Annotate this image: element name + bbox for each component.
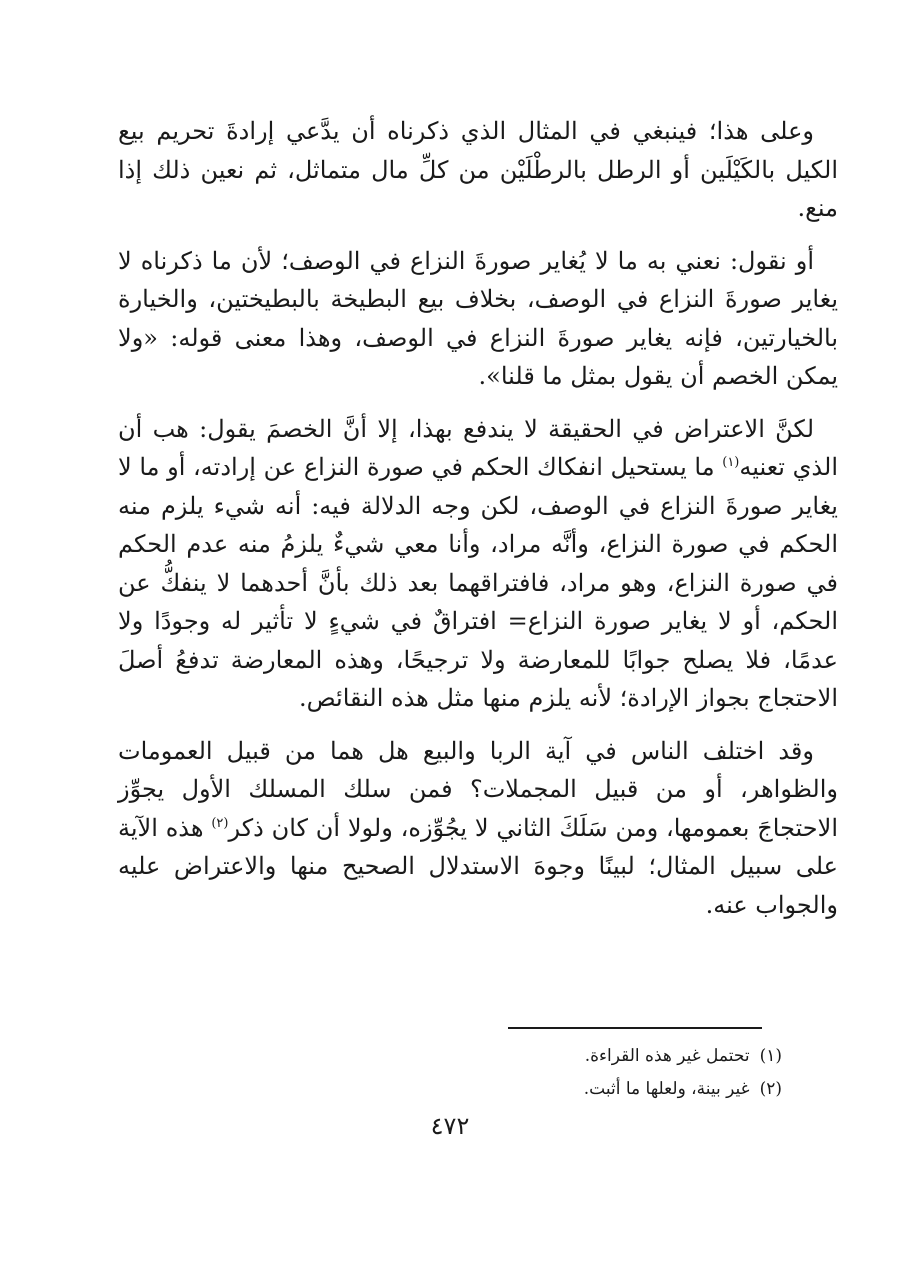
page-number: ٤٧٢ [430,1112,470,1140]
paragraph-4-start: وقد اختلف الناس في آية الربا والبيع هل هما من قبيل العمومات والظواهر، أو من قبيل المجملات؟ فمن سلك المسلك الأول يجوِّز الاحتجاجَ بعمومها، ومن سَلَكَ الثاني لا يجُوِّزه، ولولا أن كان ذكر [118,736,838,842]
paragraph-3 [118,410,838,718]
footnote-ref-2: (٢) [211,815,229,831]
paragraph-1: وعلى هذا؛ فينبغي في المثال الذي ذكرناه أن يدَّعي إرادةَ تحريم بيع الكيل بالكَيْلَين أو الرطل بالرطْلَيْن من كلِّ مال متماثل، ثم نعين ذلك إذا منع. [118,117,838,222]
paragraph-4-end: هذه الآية على سبيل المثال؛ لبينًا وجوهَ الاستدلال الصحيح منها والاعتراض عليه والجواب عنه. [118,813,838,919]
footnote-1 [420,1040,782,1073]
footnote-text: غير بينة، ولعلها ما أثبت. [583,1079,750,1099]
footnote-divider [508,1027,762,1029]
footnote-number: (٢) [759,1079,782,1099]
footnote-number: (١) [759,1046,782,1066]
footnotes [420,1040,782,1106]
paragraph-4 [118,732,838,925]
footnote-ref-1: (١) [722,455,740,470]
page-body [118,112,838,924]
footnote-text: تحتمل غير هذه القراءة. [584,1046,750,1066]
paragraph-2: أو نقول: نعني به ما لا يُغاير صورةَ النزاع في الوصف؛ لأن ما ذكرناه لا يغاير صورةَ النزاع في الوصف، بخلاف بيع البطيخة بالبطيختين، والخيارة بالخيارتين، فإنه يغاير صورةَ النزاع في الوصف، وهذا معنى قوله: «ولا يمكن الخصم أن يقول بمثل ما قلنا». [118,246,838,390]
paragraph-3-rest: ما يستحيل انفكاك الحكم في صورة النزاع عن إرادته، أو ما لا يغاير صورةَ النزاع في الوصف، لكن وجه الدلالة فيه: أنه شيء يلزم منه الحكم في صورة النزاع، وأنَّه مراد، وأنا معي شيءٌ يلزمُ منه عدم الحكم في صورة النزاع، وهو مراد، فافتراقهما بعد ذلك بأنَّ أحدهما لا ينفكُّ عن الحكم، أو لا يغاير صورة النزاع= افتراقٌ في شيءٍ لا تأثير له وجودًا ولا عدمًا، فلا يصلح جوابًا للمعارضة ولا ترجيحًا، وهذه المعارضة تدفعُ أصلَ الاحتجاج بجواز الإرادة؛ لأنه يلزم منها مثل هذه النقائص. [118,453,838,712]
paragraph-3-start: لكنَّ الاعتراض في الحقيقة لا يندفع بهذا، إلا أنَّ الخصمَ يقول: هب أن الذي تعنيه [118,414,838,481]
footnote-2 [420,1073,782,1106]
